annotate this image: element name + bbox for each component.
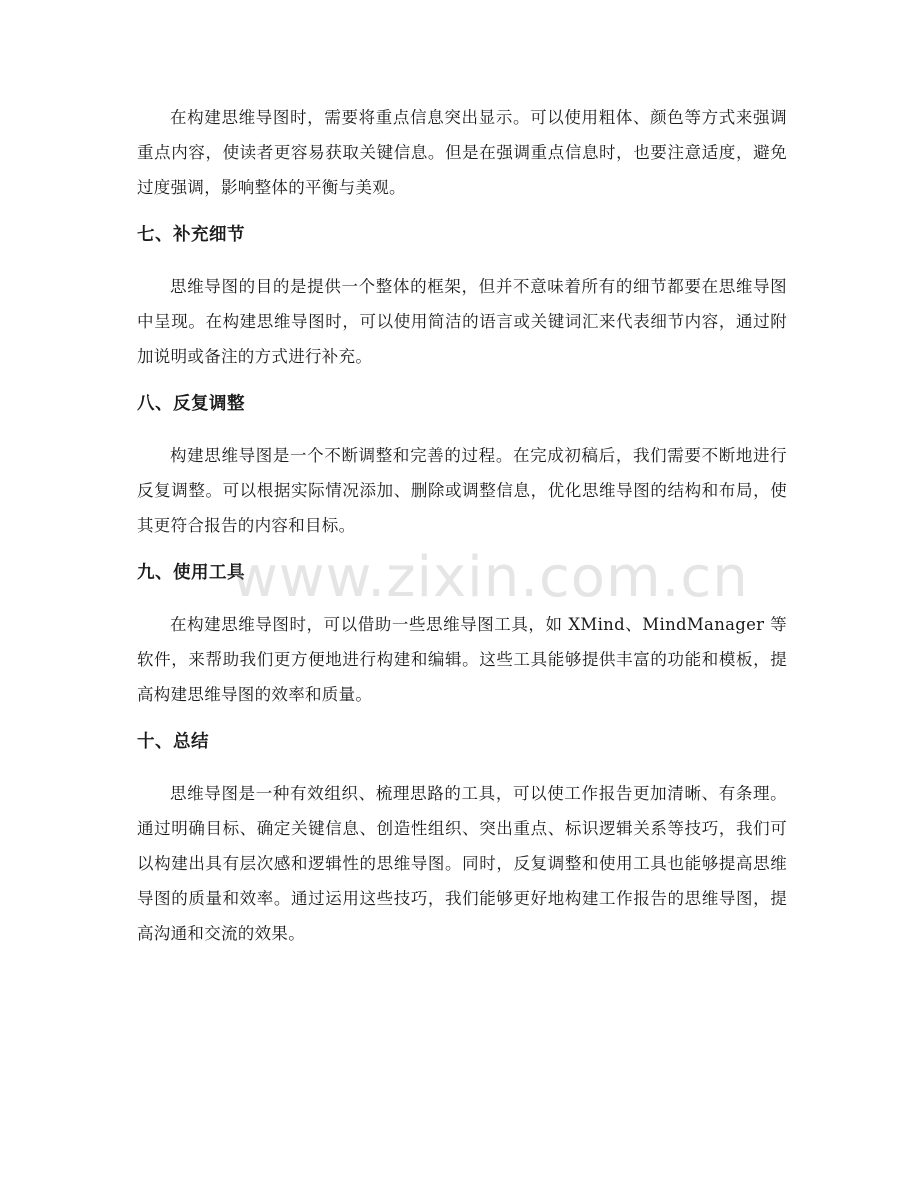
heading-use-tools: 九、使用工具 xyxy=(137,563,245,583)
heading-repeated-adjustment: 八、反复调整 xyxy=(137,394,245,414)
document-page xyxy=(137,100,787,951)
watermark: www.zixin.com.cn xyxy=(232,545,749,610)
paragraph-emphasis: 在构建思维导图时，需要将重点信息突出显示。可以使用粗体、颜色等方式来强调重点内容，使读者更容易获取关键信息。但是在强调重点信息时，也要注意适度，避免过度强调，影响整体的平衡与美观。 xyxy=(137,108,787,197)
paragraph-supplement-details: 思维导图的目的是提供一个整体的框架，但并不意味着所有的细节都要在思维导图中呈现。在构建思维导图时，可以使用简洁的语言或关键词汇来代表细节内容，通过附加说明或备注的方式进行补充。 xyxy=(137,277,787,366)
paragraph-summary: 思维导图是一种有效组织、梳理思路的工具，可以使工作报告更加清晰、有条理。通过明确目标、确定关键信息、创造性组织、突出重点、标识逻辑关系等技巧，我们可以构建出具有层次感和逻辑性的思维导图。同时，反复调整和使用工具也能够提高思维导图的质量和效率。通过运用这些技巧，我们能够更好地构建工作报告的思维导图，提高沟通和交流的效果。 xyxy=(137,784,787,943)
paragraph-use-tools: 在构建思维导图时，可以借助一些思维导图工具，如 XMind、MindManager 等软件，来帮助我们更方便地进行构建和编辑。这些工具能够提供丰富的功能和模板，提高构建思维导图的效率和质量。 xyxy=(137,615,787,704)
heading-summary: 十、总结 xyxy=(137,732,209,752)
heading-supplement-details: 七、补充细节 xyxy=(137,225,245,245)
paragraph-repeated-adjustment: 构建思维导图是一个不断调整和完善的过程。在完成初稿后，我们需要不断地进行反复调整。可以根据实际情况添加、删除或调整信息，优化思维导图的结构和布局，使其更符合报告的内容和目标。 xyxy=(137,446,787,535)
